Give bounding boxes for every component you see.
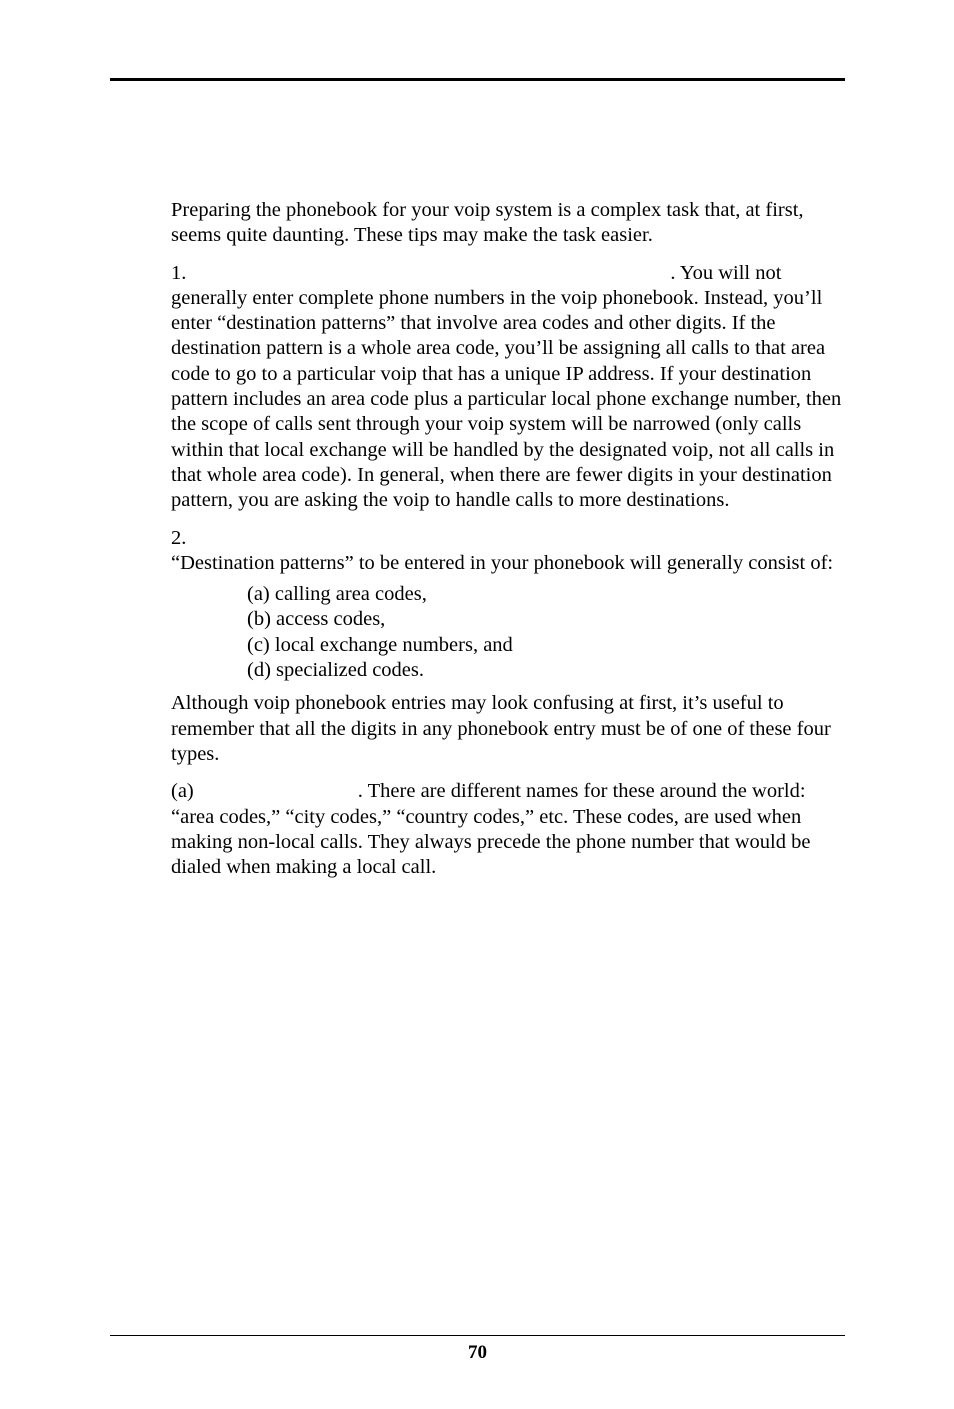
page-number: 70 — [468, 1342, 487, 1363]
footer-rule — [110, 1335, 845, 1336]
tip-1-text: . You will not generally enter complete phone numbers in the voip phonebook. Instead, you’ll enter “destination patterns” that involve area codes and other digits. If the destination pattern is a whole area code, you’ll be assigning all calls to that area code to go to a particular voip that has a unique IP address. If your destination pattern includes an area code plus a particular local phone exchange number, then the scope of calls sent through your voip system will be narrowed (only calls within that local exchange will be handled by the designated voip, not all calls in that whole area code). In general, when there are fewer digits in your destination pattern, you are asking the voip to handle calls to more destinations. — [171, 261, 842, 512]
list-item: (c) local exchange numbers, and — [247, 633, 513, 656]
section-a-marker: (a) — [171, 780, 194, 803]
tip-1-paragraph — [171, 261, 851, 514]
list-item: (a) calling area codes, — [247, 583, 427, 606]
section-a-paragraph — [171, 779, 851, 880]
section-a-text: . There are different names for these around the world: “area codes,” “city codes,” “country codes,” etc. These codes, are used when making non-local calls. They always precede the phone number that would be dialed when making a local call. — [171, 780, 811, 879]
list-item: (b) access codes, — [247, 608, 386, 631]
tip-1-marker: 1. — [171, 261, 187, 284]
tip-2-text: “Destination patterns” to be entered in your phonebook will generally consist of: — [171, 551, 834, 574]
list-item: (d) specialized codes. — [247, 659, 425, 682]
intro-paragraph: Preparing the phonebook for your voip system is a complex task that, at first, seems quite daunting. These tips may make the task easier. — [171, 199, 804, 247]
tip-2-after-list: Although voip phonebook entries may look confusing at first, it’s useful to remember that all the digits in any phonebook entry must be of one of these four types. — [171, 692, 831, 765]
tip-2-block — [171, 526, 851, 768]
page-body — [171, 198, 851, 892]
pattern-type-list — [247, 582, 851, 683]
tip-2-marker: 2. — [171, 526, 187, 549]
header-rule — [110, 78, 845, 81]
